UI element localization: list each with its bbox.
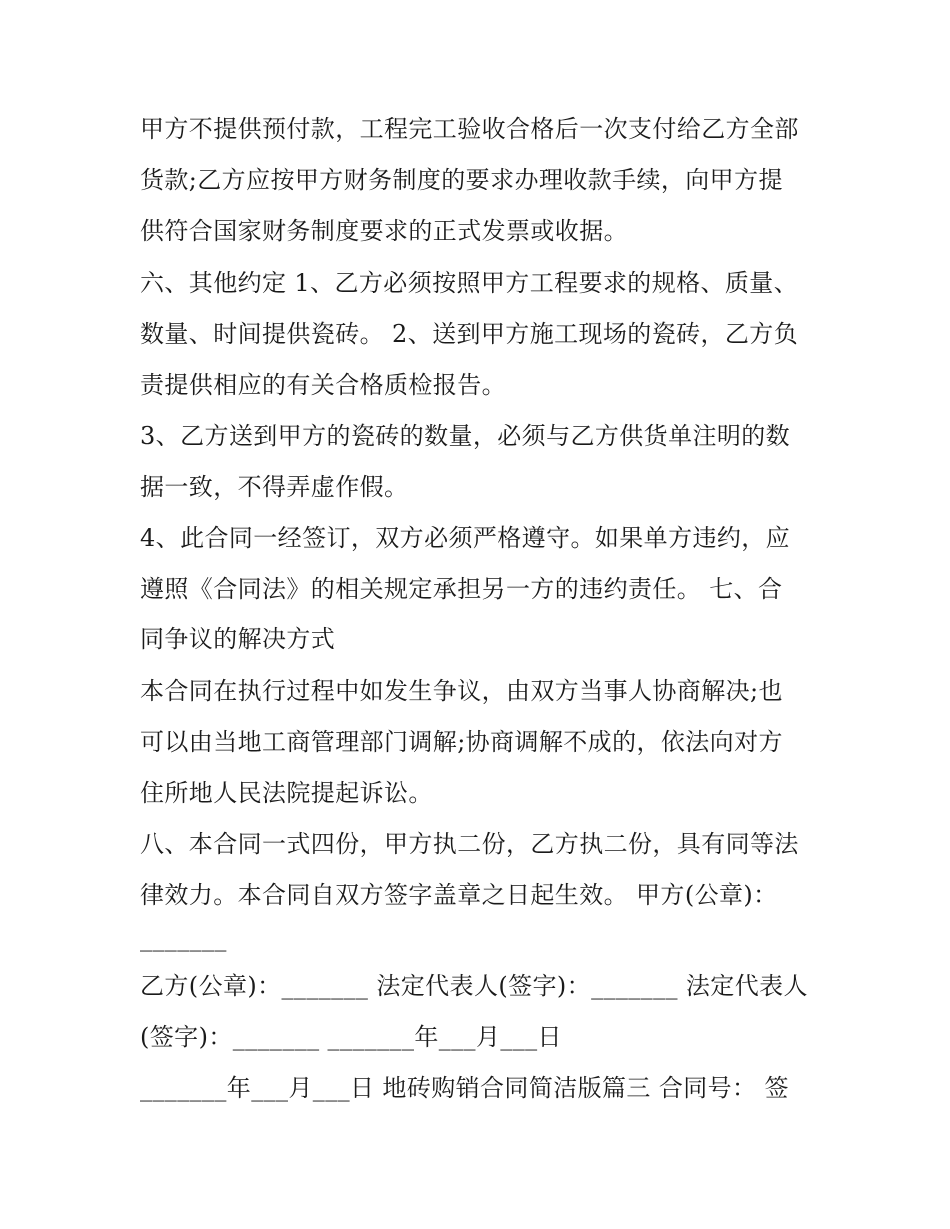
text-line: 数量、时间提供瓷砖。 2、送到甲方施工现场的瓷砖，乙方负 [140,320,799,348]
text-line: 据一致，不得弄虚作假。 [140,473,409,501]
text-line: 供符合国家财务制度要求的正式发票或收据。 [140,217,628,245]
text-line: 3、乙方送到甲方的瓷砖的数量，必须与乙方供货单注明的数 [140,422,791,450]
text-line: 六、其他约定 1、乙方必须按照甲方工程要求的规格、质量、 [140,269,799,297]
text-line: 住所地人民法院提起诉讼。 [140,779,433,807]
text-line: _______年___月___日 地砖购销合同简洁版篇三 合同号： 签 [140,1074,789,1102]
text-line: 八、本合同一式四份，甲方执二份，乙方执二份，具有同等法 [140,830,799,858]
text-line: 乙方(公章)：_______ 法定代表人(签字)：_______ 法定代表人 [140,972,808,1000]
text-line: 甲方不提供预付款，工程完工验收合格后一次支付给乙方全部 [140,115,799,143]
text-line: 可以由当地工商管理部门调解;协商调解不成的，依法向对方 [140,728,783,756]
text-line: 责提供相应的有关合格质检报告。 [140,371,506,399]
text-line: 货款;乙方应按甲方财务制度的要求办理收款手续，向甲方提 [140,166,783,194]
text-line: (签字)：_______ _______年___月___日 [140,1023,562,1051]
text-line: 律效力。本合同自双方签字盖章之日起生效。 甲方(公章)： [140,881,778,909]
text-line: 本合同在执行过程中如发生争议，由双方当事人协商解决;也 [140,677,783,705]
signature-blank-line: _______ [140,924,227,952]
text-line: 同争议的解决方式 [140,625,336,653]
text-line: 遵照《合同法》的相关规定承担另一方的违约责任。 七、合 [140,575,783,603]
text-line: 4、此合同一经签订，双方必须严格遵守。如果单方违约，应 [140,524,791,552]
